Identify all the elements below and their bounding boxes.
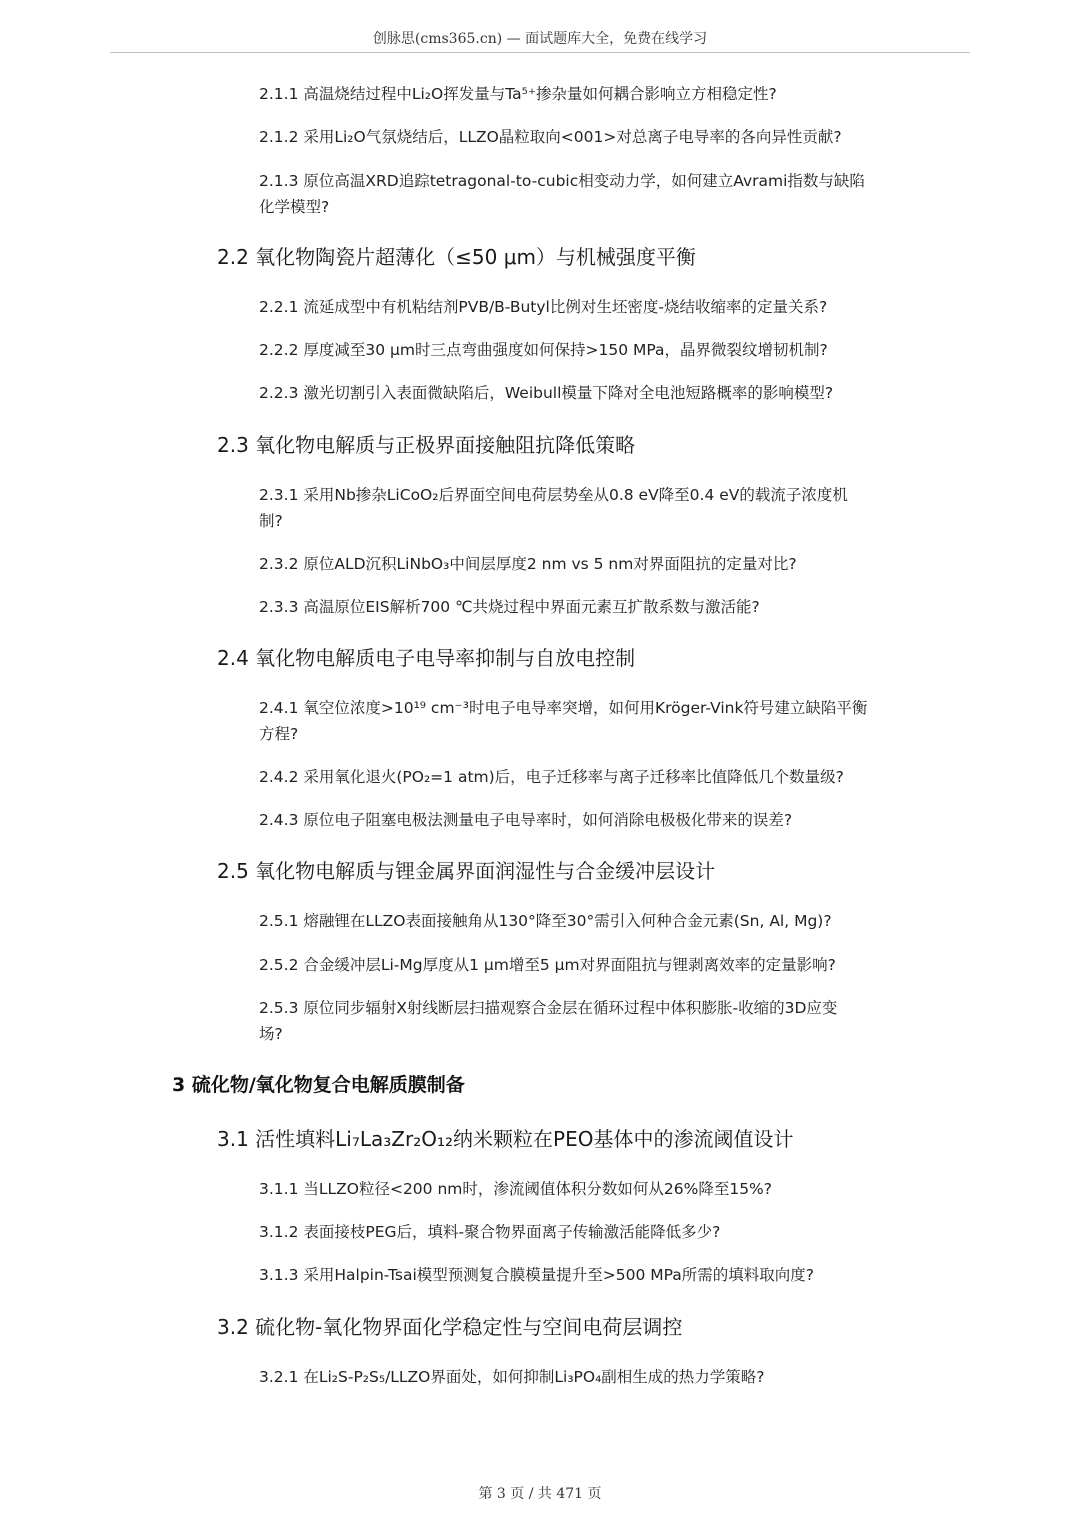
header-divider [110, 52, 970, 53]
question-2-4-1-line-1: 2.4.1 氧空位浓度>10¹⁹ cm⁻³时电子电导率突增，如何用Kröger-Vink符号建立缺陷平衡 [259, 699, 868, 717]
question-2-5-2: 2.5.2 合金缓冲层Li-Mg厚度从1 μm增至5 μm对界面阻抗与锂剥离效率的定量影响? [259, 956, 836, 974]
question-2-2-1: 2.2.1 流延成型中有机粘结剂PVB/B-Butyl比例对生坯密度-烧结收缩率的定量关系? [259, 298, 828, 316]
question-3-2-1: 3.2.1 在Li₂S-P₂S₅/LLZO界面处，如何抑制Li₃PO₄副相生成的热力学策略? [259, 1368, 765, 1386]
heading-3-1: 3.1 活性填料Li₇La₃Zr₂O₁₂纳米颗粒在PEO基体中的渗流阈值设计 [217, 1127, 794, 1151]
question-2-1-2: 2.1.2 采用Li₂O气氛烧结后，LLZO晶粒取向<001>对总离子电导率的各向异性贡献? [259, 128, 842, 146]
heading-3-2: 3.2 硫化物-氧化物界面化学稳定性与空间电荷层调控 [217, 1315, 683, 1339]
question-2-5-3-line-1: 2.5.3 原位同步辐射X射线断层扫描观察合金层在循环过程中体积膨胀-收缩的3D应变 [259, 999, 838, 1017]
question-2-5-1: 2.5.1 熔融锂在LLZO表面接触角从130°降至30°需引入何种合金元素(Sn, Al, Mg)? [259, 912, 832, 930]
question-3-1-3: 3.1.3 采用Halpin-Tsai模型预测复合膜模量提升至>500 MPa所需的填料取向度? [259, 1266, 814, 1284]
page-header: 创脉思(cms365.cn) — 面试题库大全，免费在线学习 [372, 31, 708, 47]
heading-2-2: 2.2 氧化物陶瓷片超薄化（≤50 μm）与机械强度平衡 [217, 245, 696, 269]
question-2-2-2: 2.2.2 厚度减至30 μm时三点弯曲强度如何保持>150 MPa，晶界微裂纹增韧机制? [259, 341, 828, 359]
question-2-1-3-line-2: 化学模型? [259, 198, 330, 216]
question-2-1-3-line-1: 2.1.3 原位高温XRD追踪tetragonal-to-cubic相变动力学，如何建立Avrami指数与缺陷 [259, 172, 865, 190]
question-2-3-1-line-1: 2.3.1 采用Nb掺杂LiCoO₂后界面空间电荷层势垒从0.8 eV降至0.4 eV的载流子浓度机 [259, 486, 848, 504]
question-3-1-2: 3.1.2 表面接枝PEG后，填料-聚合物界面离子传输激活能降低多少? [259, 1223, 721, 1241]
heading-2-5: 2.5 氧化物电解质与锂金属界面润湿性与合金缓冲层设计 [217, 859, 716, 883]
question-2-2-3: 2.2.3 激光切割引入表面微缺陷后，Weibull模量下降对全电池短路概率的影响模型? [259, 384, 834, 402]
question-2-3-1-line-2: 制? [259, 512, 283, 530]
question-3-1-1: 3.1.1 当LLZO粒径<200 nm时，渗流阈值体积分数如何从26%降至15%? [259, 1180, 773, 1198]
question-2-4-1-line-2: 方程? [259, 725, 299, 743]
question-2-3-3: 2.3.3 高温原位EIS解析700 ℃共烧过程中界面元素互扩散系数与激活能? [259, 598, 760, 616]
heading-3: 3 硫化物/氧化物复合电解质膜制备 [172, 1074, 465, 1096]
page-footer: 第 3 页 / 共 471 页 [478, 1486, 602, 1502]
question-2-3-2: 2.3.2 原位ALD沉积LiNbO₃中间层厚度2 nm vs 5 nm对界面阻抗的定量对比? [259, 555, 797, 573]
question-2-4-2: 2.4.2 采用氧化退火(PO₂=1 atm)后，电子迁移率与离子迁移率比值降低几个数量级? [259, 768, 844, 786]
question-2-5-3-line-2: 场? [259, 1025, 283, 1043]
question-2-1-1: 2.1.1 高温烧结过程中Li₂O挥发量与Ta⁵⁺掺杂量如何耦合影响立方相稳定性? [259, 85, 777, 103]
heading-2-4: 2.4 氧化物电解质电子电导率抑制与自放电控制 [217, 646, 636, 670]
heading-2-3: 2.3 氧化物电解质与正极界面接触阻抗降低策略 [217, 433, 636, 457]
question-2-4-3: 2.4.3 原位电子阻塞电极法测量电子电导率时，如何消除电极极化带来的误差? [259, 811, 793, 829]
